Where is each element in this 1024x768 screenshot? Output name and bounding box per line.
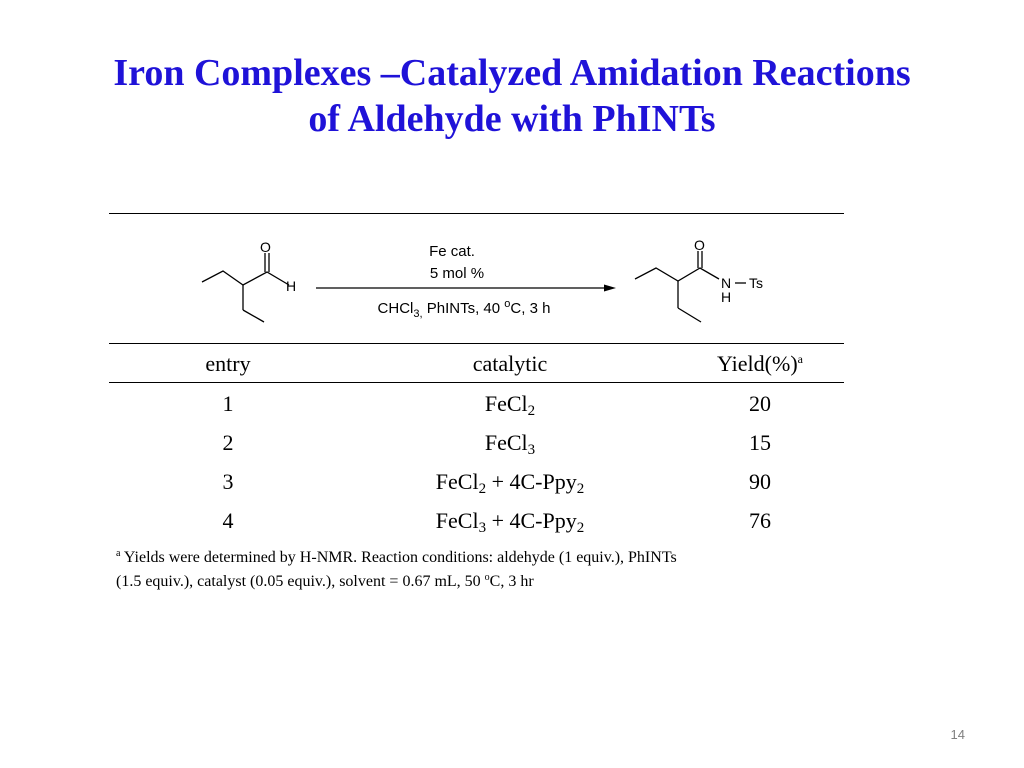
page-number: 14	[950, 727, 965, 742]
conditions-loading: 5 mol %	[429, 265, 485, 282]
table-footnote	[116, 546, 836, 594]
footnote-line-2: (1.5 equiv.), catalyst (0.05 equiv.), solvent = 0.67 mL, 50 $^o$C, 3 hr	[116, 572, 534, 590]
reactant-structure	[202, 253, 289, 322]
product-tosyl-label: Ts	[749, 275, 763, 291]
row-yield: 90	[749, 469, 771, 494]
row-entry: 3	[222, 469, 234, 494]
table-top-rule	[109, 213, 844, 214]
row-entry: 2	[222, 430, 234, 455]
row-catalyst: FeCl$_2$	[484, 391, 536, 419]
row-yield: 76	[749, 508, 771, 533]
product-nh-hydrogen-label: H	[721, 289, 732, 305]
product-nitrogen-label: N	[721, 275, 732, 291]
row-entry: 4	[222, 508, 234, 533]
header-top-rule	[109, 343, 844, 344]
row-catalyst: FeCl$_2$ + 4C-Ppy$_2$	[435, 469, 585, 497]
header-yield: Yield(%)$^a$	[717, 351, 803, 376]
reactant-oxygen-label: O	[260, 239, 271, 255]
row-yield: 20	[749, 391, 771, 416]
title-line-2: of Aldehyde with PhINTs	[308, 98, 716, 140]
product-oxygen-label: O	[694, 237, 705, 253]
title-line-1: Iron Complexes –Catalyzed Amidation Reactions	[113, 52, 911, 94]
reaction-arrow	[316, 285, 616, 292]
row-entry: 1	[222, 391, 234, 416]
header-catalytic: catalytic	[472, 351, 548, 376]
conditions-solvent-reagent: CHCl$_{3,}$ PhINTs, 40 $^o$C, 3 h	[377, 298, 551, 320]
reactant-hydrogen-label: H	[286, 278, 297, 294]
row-yield: 15	[749, 430, 771, 455]
conditions-catalyst: Fe cat.	[429, 243, 475, 260]
header-entry: entry	[205, 351, 251, 376]
row-catalyst: FeCl$_3$	[484, 430, 536, 458]
row-catalyst: FeCl$_3$ + 4C-Ppy$_2$	[435, 508, 585, 536]
reaction-scheme	[190, 225, 790, 335]
footnote-line-1: $^a$ Yields were determined by H-NMR. Reaction conditions: aldehyde (1 equiv.), PhINTs	[116, 548, 677, 566]
header-bottom-rule	[109, 382, 844, 383]
slide-title	[0, 50, 1024, 142]
